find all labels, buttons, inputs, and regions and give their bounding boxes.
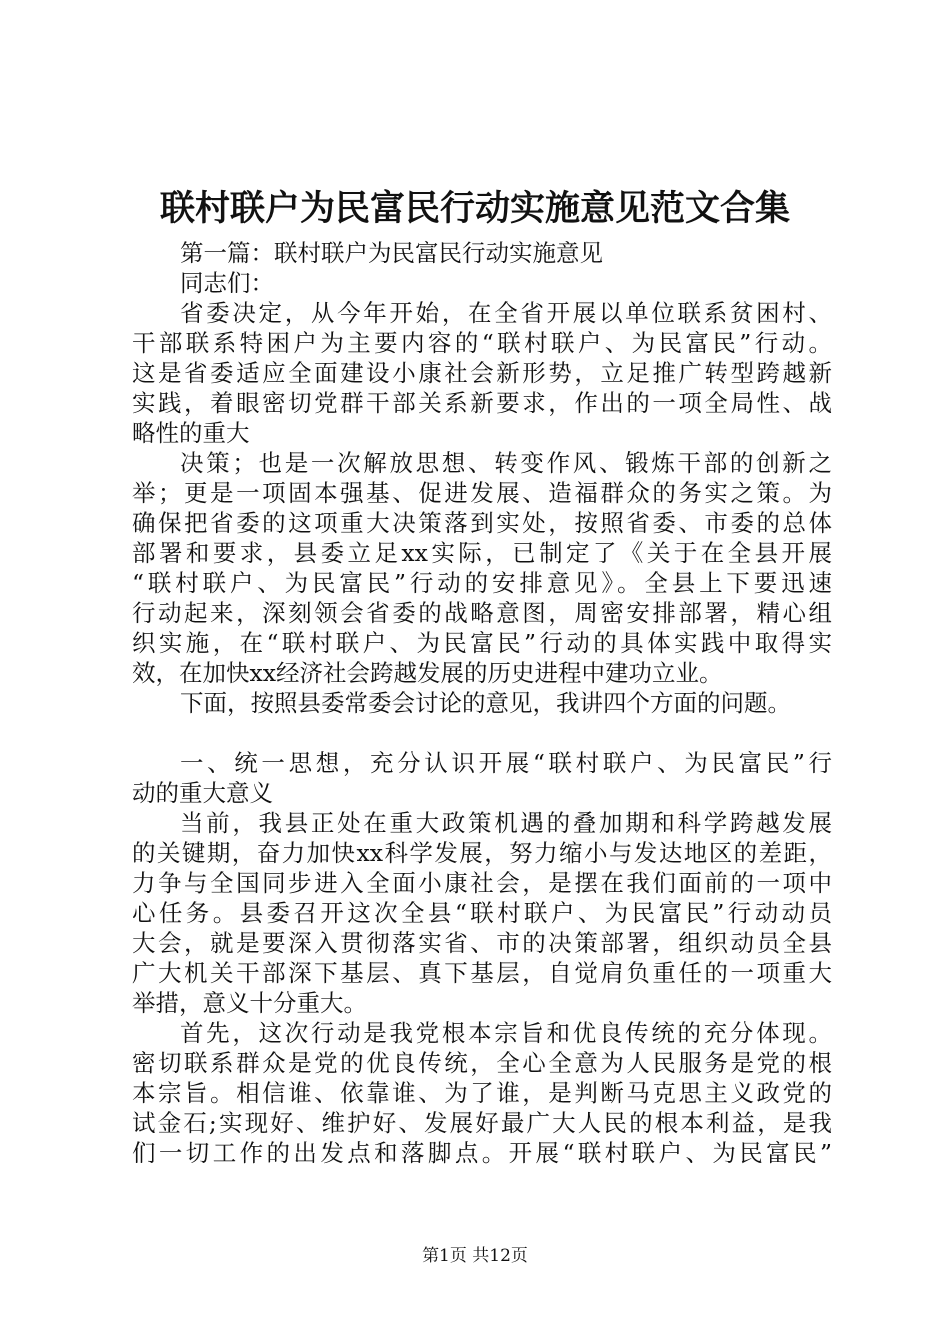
text-line: 当前，我县正处在重大政策机遇的叠加期和科学跨越发展 — [180, 809, 832, 837]
text-line: 力争与全国同步进入全面小康社会，是摆在我们面前的一项中 — [132, 869, 832, 897]
text-line: 这是省委适应全面建设小康社会新形势，立足推广转型跨越新 — [132, 359, 832, 387]
text-line: 实践，着眼密切党群干部关系新要求，作出的一项全局性、战 — [132, 389, 832, 417]
text-line: 下面，按照县委常委会讨论的意见，我讲四个方面的问题。 — [180, 689, 791, 717]
text-line: 决策；也是一次解放思想、转变作风、锻炼干部的创新之 — [180, 449, 832, 477]
text-line: “联村联户、为民富民”行动的安排意见》。全县上下要迅速 — [132, 569, 832, 597]
text-line: 大会，就是要深入贯彻落实省、市的决策部署，组织动员全县 — [132, 929, 832, 957]
text-line: 心任务。县委召开这次全县“联村联户、为民富民”行动动员 — [132, 899, 832, 927]
text-line: 广大机关干部深下基层、真下基层，自觉肩负重任的一项重大 — [132, 959, 832, 987]
document-body — [132, 238, 832, 1168]
paragraph-gap — [132, 718, 832, 748]
text-line: 本宗旨。相信谁、依靠谁、为了谁，是判断马克思主义政党的 — [132, 1079, 832, 1107]
text-line: 部署和要求，县委立足xx实际，已制定了《关于在全县开展 — [132, 539, 832, 567]
text-line: 行动起来，深刻领会省委的战略意图，周密安排部署，精心组 — [132, 599, 832, 627]
text-line: 举；更是一项固本强基、促进发展、造福群众的务实之策。为 — [132, 479, 832, 507]
text-line: 举措，意义十分重大。 — [132, 989, 367, 1017]
text-line: 的关键期，奋力加快xx科学发展，努力缩小与发达地区的差距， — [132, 839, 832, 867]
text-line: 省委决定，从今年开始，在全省开展以单位联系贫困村、 — [180, 299, 832, 327]
text-line: 第一篇：联村联户为民富民行动实施意见 — [180, 239, 603, 267]
page-footer: 第1页 共12页 — [422, 1246, 528, 1266]
text-line: 一、统一思想，充分认识开展“联村联户、为民富民”行 — [180, 749, 832, 777]
document-title: 联村联户为民富民行动实施意见范文合集 — [159, 188, 790, 229]
text-line: 织实施，在“联村联户、为民富民”行动的具体实践中取得实 — [132, 629, 832, 657]
text-line: 们一切工作的出发点和落脚点。开展“联村联户、为民富民” — [132, 1139, 832, 1167]
text-line: 首先，这次行动是我党根本宗旨和优良传统的充分体现。 — [180, 1019, 832, 1047]
text-line: 干部联系特困户为主要内容的“联村联户、为民富民”行动。 — [132, 329, 832, 357]
text-line: 密切联系群众是党的优良传统，全心全意为人民服务是党的根 — [132, 1049, 832, 1077]
text-line: 确保把省委的这项重大决策落到实处，按照省委、市委的总体 — [132, 509, 832, 537]
text-line: 试金石;实现好、维护好、发展好最广大人民的根本利益，是我 — [132, 1109, 832, 1137]
text-line: 动的重大意义 — [132, 779, 273, 807]
text-line: 同志们： — [180, 269, 274, 297]
text-line: 略性的重大 — [132, 419, 250, 447]
text-line: 效，在加快xx经济社会跨越发展的历史进程中建功立业。 — [132, 659, 723, 687]
